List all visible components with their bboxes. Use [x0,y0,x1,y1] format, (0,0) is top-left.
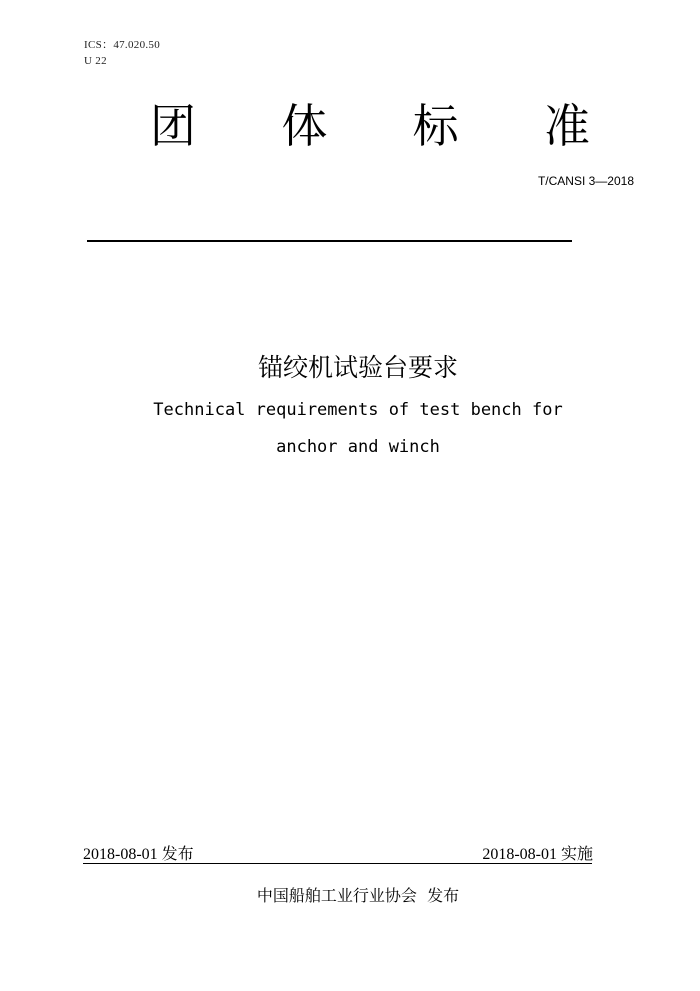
standard-type-char: 标 [412,99,459,153]
standard-type-heading [150,100,590,152]
issue-date: 2018-08-01 发布 [83,846,194,863]
title-english-line1: Technical requirements of test bench for [153,400,563,420]
standard-number: T/CANSI 3—2018 [537,174,634,188]
title-english-line2: anchor and winch [276,437,440,457]
ics-code: ICS：47.020.50 [84,39,161,51]
footer-divider [83,863,592,864]
standard-type-char: 体 [281,99,328,153]
ccs-code: U 22 [84,55,107,67]
implementation-date: 2018-08-01 实施 [482,846,593,863]
publisher: 中国船舶工业行业协会 发布 [256,886,460,905]
standard-type-char: 团 [150,99,196,153]
date-row [83,845,593,865]
header-divider [87,240,572,242]
classification-block [84,37,160,69]
title-chinese: 锚绞机试验台要求 [257,353,458,382]
standard-type-char: 准 [543,99,590,153]
